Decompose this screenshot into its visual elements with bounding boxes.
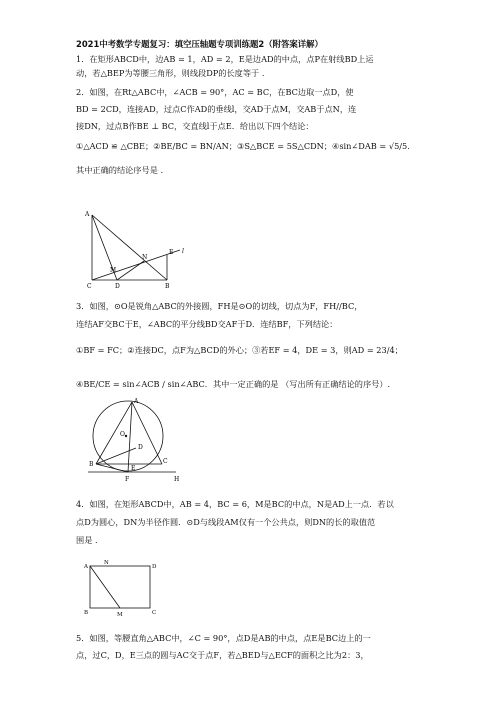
q2-line2: BD = 2CD，连接AD，过点C作AD的垂线l，交AD于点M，交AB于点N，连 <box>76 104 357 114</box>
fig2-label-m: M <box>110 267 117 274</box>
fig3-label-f: F <box>125 476 130 483</box>
q5-line2: 点，过C，D，E三点的圆与AC交于点F，若△BED与△ECF的面积之比为2：3， <box>76 650 369 660</box>
q2-line4: ①△ACD ≌ △CBE；②BE/BC = BN/AN；③S△BCE = 5S△CDN；④sin∠DAB = √5/5． <box>76 141 416 151</box>
q3-line1: 3．如图，⊙O是锐角△ABC的外接圆，FH是⊙O的切线，切点为F，FH//BC， <box>76 301 363 311</box>
q4-line2: 点D为圆心，DN为半径作圆．⊙D与线段AM仅有一个公共点，则DN的长的取值范 <box>76 517 376 527</box>
fig2-label-l: l <box>182 248 184 255</box>
figure-q2 <box>82 210 192 290</box>
fig2-label-c: C <box>87 283 92 290</box>
q3-line2: 连结AF交BC于E，∠ABC的平分线BD交AF于D．连结BF，下列结论： <box>76 319 338 329</box>
fig2-label-d: D <box>115 283 120 290</box>
q1-line2: 动，若△BEP为等腰三角形，则线段DP的长度等于 . <box>76 68 265 78</box>
q4-line3: 围是 . <box>76 535 98 545</box>
fig4-label-c: C <box>152 610 157 616</box>
q2-line5: 其中正确的结论序号是 . <box>76 165 164 175</box>
fig3-label-o: O <box>120 431 125 438</box>
fig3-label-d: D <box>138 444 143 451</box>
fig4-label-m: M <box>117 612 123 618</box>
document-title: 2021中考数学专题复习：填空压轴题专项训练题2（附答案详解） <box>76 39 323 49</box>
fig4-label-n: N <box>104 560 109 566</box>
fig3-label-a: A <box>134 398 139 405</box>
fig3-label-e: E <box>131 465 136 472</box>
fig2-label-e: E <box>169 249 174 256</box>
fig4-label-a: A <box>84 564 88 570</box>
q2-line1: 2．如图，在Rt△ABC中，∠ACB = 90°，AC = BC，在BC边取一点D，使 <box>76 87 354 97</box>
fig4-label-d: D <box>152 564 157 570</box>
fig4-label-b: B <box>84 610 89 616</box>
fig3-label-h: H <box>174 476 180 483</box>
q5-line1: 5．如图，等腰直角△ABC中，∠C = 90°，点D是AB的中点，点E是BC边上的一 <box>76 633 371 643</box>
q1-line1: 1．在矩形ABCD中，边AB = 1，AD = 2，E是边AD的中点，点P在射线BD上运 <box>76 54 374 64</box>
figure-q4 <box>84 560 164 620</box>
figure-q3 <box>84 396 184 486</box>
q2-line3: 接DN，过点B作BE ⊥ BC，交直线l于点E．给出以下四个结论： <box>76 121 314 131</box>
q3-line3: ①BF = FC；②连接DC，点F为△BCD的外心；③若EF = 4，DE = 3，则AD = 23/4； <box>76 345 403 355</box>
fig3-label-c: C <box>163 458 168 465</box>
fig2-label-a: A <box>85 211 90 218</box>
q4-line1: 4．如图，在矩形ABCD中，AB = 4，BC = 6，M是BC的中点，N是AD上一点．若以 <box>76 499 394 509</box>
q3-line4: ④BE/CE = sin∠ACB / sin∠ABC．其中一定正确的是 （写出所有正确结论的序号）. <box>76 379 391 389</box>
fig3-label-b: B <box>89 461 94 468</box>
fig2-label-n: N <box>142 254 148 261</box>
fig2-label-b: B <box>165 283 170 290</box>
